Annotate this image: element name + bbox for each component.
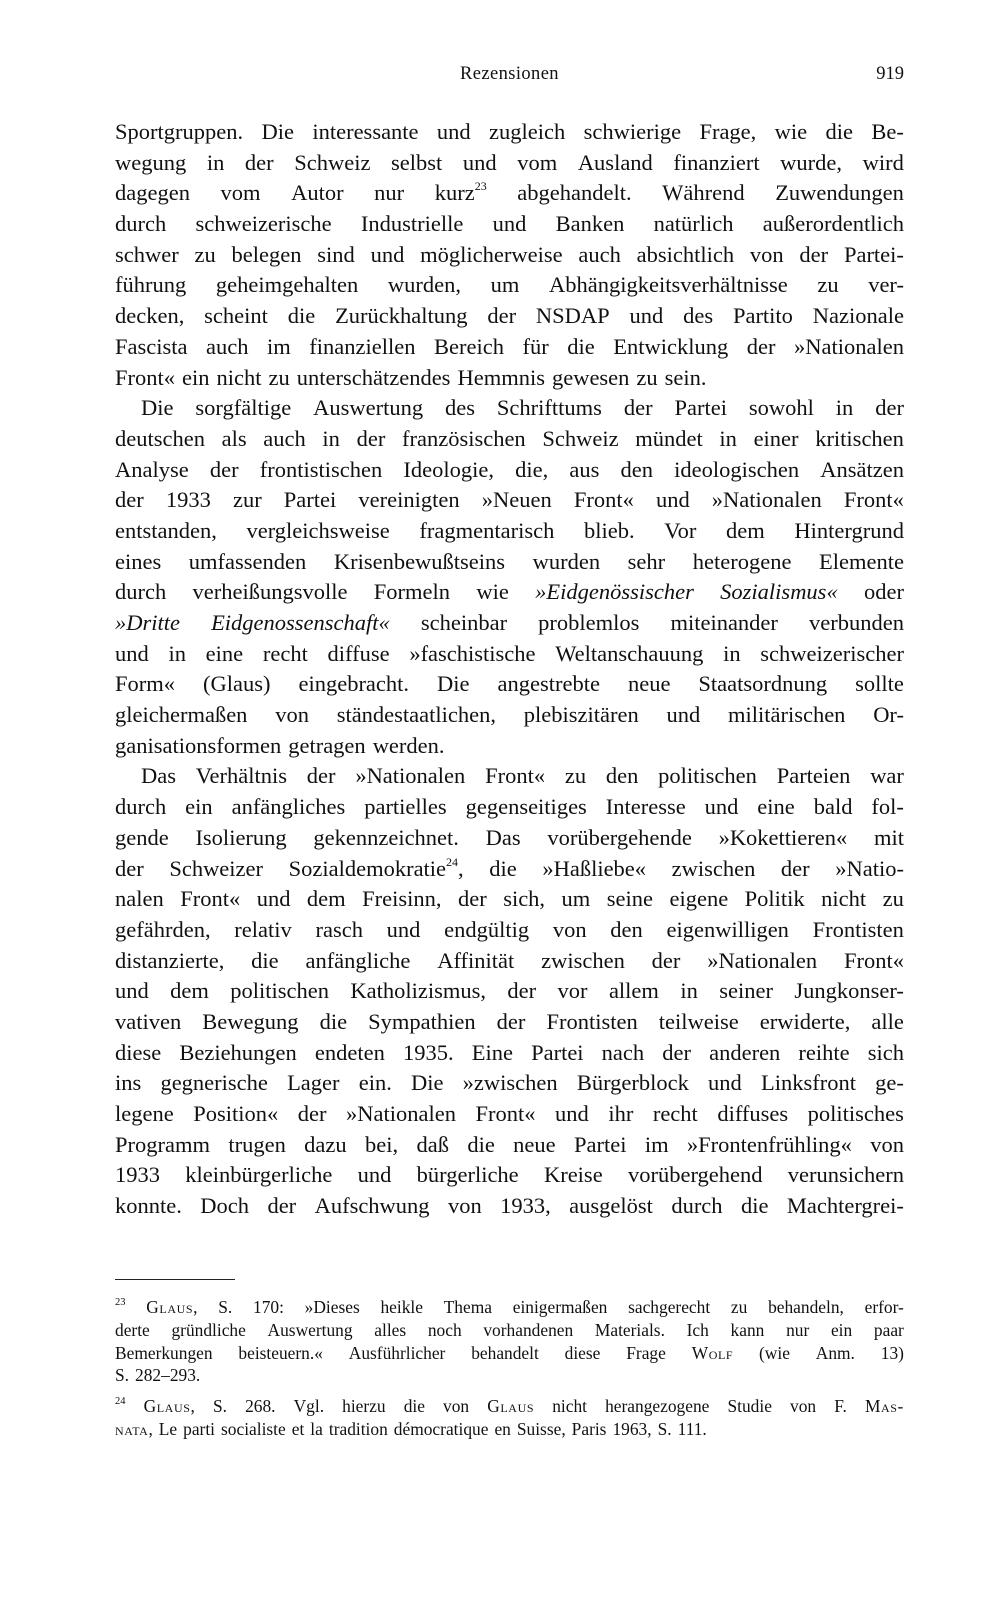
text-line: Das Verhältnis der »Nationalen Front« zu den politischen Parteien war bbox=[141, 763, 904, 789]
text-line: durch schweizerische Industrielle und Banken natürlich außerordentlich bbox=[115, 211, 904, 237]
footnote-line: nata, Le parti socialiste et la tradition démocratique en Suisse, Paris 1963, S. 111. bbox=[115, 1418, 707, 1439]
text-line: dagegen vom Autor nur kurz$^{23}$ abgehandelt. Während Zuwendungen bbox=[115, 179, 904, 206]
text-line: der Schweizer Sozialdemokratie$^{24}$, die »Haßliebe« zwischen der »Natio- bbox=[115, 854, 904, 881]
footnote-ref: 23 bbox=[474, 179, 487, 194]
text-line: nalen Front« und dem Freisinn, der sich, um seine eigene Politik nicht zu bbox=[115, 886, 904, 912]
text-line: vativen Bewegung die Sympathien der Frontisten teilweise erwiderte, alle bbox=[115, 1008, 904, 1034]
text-line: diese Beziehungen endeten 1935. Eine Partei nach der anderen reihte sich bbox=[115, 1039, 904, 1065]
text-line: durch ein anfängliches partielles gegenseitiges Interesse und eine bald fol- bbox=[115, 794, 904, 820]
text-line: gefährden, relativ rasch und endgültig von den eigenwilligen Frontisten bbox=[115, 916, 904, 942]
text-line: Form« (Glaus) eingebracht. Die angestrebte neue Staatsordnung sollte bbox=[115, 671, 904, 697]
italic-phrase: Sozialismus« bbox=[720, 579, 838, 605]
text-line: ganisationsformen getragen werden. bbox=[115, 732, 445, 758]
footnotes bbox=[115, 1296, 904, 1441]
footnote-line: $^{23}$ Glaus, S. 170: »Dieses heikle Thema einigermaßen sachgerecht zu behandeln, erfor- bbox=[115, 1297, 904, 1317]
italic-phrase: »Eidgenössischer bbox=[535, 579, 694, 605]
author-name: Mas- bbox=[864, 1396, 904, 1417]
page-header bbox=[115, 64, 904, 94]
text-line: Analyse der frontistischen Ideologie, die, aus den ideologischen Ansätzen bbox=[115, 456, 904, 482]
text-line: und dem politischen Katholizismus, der vor allem in seiner Jungkonser- bbox=[115, 978, 904, 1004]
text-line: ins gegnerische Lager ein. Die »zwischen Bürgerblock und Linksfront ge- bbox=[115, 1070, 904, 1096]
running-title: Rezensionen bbox=[460, 64, 559, 84]
text-line: Fascista auch im finanziellen Bereich für die Entwicklung der »Nationalen bbox=[115, 333, 904, 359]
text-line: legene Position« der »Nationalen Front« und ihr recht diffuses politisches bbox=[115, 1101, 904, 1126]
text-line: gende Isolierung gekennzeichnet. Das vorübergehende »Kokettieren« mit bbox=[115, 824, 904, 850]
text-line: 1933 kleinbürgerliche und bürgerliche Kreise vorübergehend verunsichern bbox=[115, 1162, 904, 1188]
italic-phrase: »Dritte bbox=[115, 610, 180, 635]
text-line: Die sorgfältige Auswertung des Schrifttums der Partei sowohl in der bbox=[141, 395, 904, 421]
footnote-line: $^{24}$ Glaus, S. 268. Vgl. hierzu die von Glaus nicht herangezogene Studie von F. Mas- bbox=[115, 1396, 904, 1417]
text-line: eines umfassenden Krisenbewußtseins wurden sehr heterogene Elemente bbox=[115, 548, 904, 574]
author-name: Wolf bbox=[691, 1342, 734, 1363]
text-line: gleichermaßen von ständestaatlichen, plebiszitären und militärischen Or- bbox=[115, 702, 904, 728]
text-line: deutschen als auch in der französischen Schweiz mündet in einer kritischen bbox=[115, 425, 904, 451]
author-name: Glaus bbox=[143, 1396, 191, 1417]
author-name: Glaus bbox=[146, 1297, 194, 1317]
footnote-line: derte gründliche Auswertung alles noch vorhandenen Materials. Ich kann nur ein paar bbox=[115, 1319, 904, 1340]
text-line: Sportgruppen. Die interessante und zugleich schwierige Frage, wie die Be- bbox=[115, 119, 904, 144]
text-line: schwer zu belegen sind und möglicherweise auch absichtlich von der Partei- bbox=[115, 241, 904, 267]
text-line: »Dritte Eidgenossenschaft« scheinbar problemlos miteinander verbunden bbox=[115, 610, 904, 635]
text-line: und in eine recht diffuse »faschistische Weltanschauung in schweizerischer bbox=[115, 640, 904, 666]
footnote-line: Bemerkungen beisteuern.« Ausführlicher behandelt diese Frage Wolf (wie Anm. 13) bbox=[115, 1342, 904, 1363]
text-line: durch verheißungsvolle Formeln wie »Eidgenössischer Sozialismus« oder bbox=[115, 579, 904, 605]
text-line: konnte. Doch der Aufschwung von 1933, ausgelöst durch die Machtergrei- bbox=[115, 1193, 904, 1219]
page-number: 919 bbox=[876, 64, 904, 84]
footnote-line: S. 282–293. bbox=[115, 1365, 201, 1386]
text-line: der 1933 zur Partei vereinigten »Neuen Front« und »Nationalen Front« bbox=[115, 487, 904, 513]
footnote-ref: 24 bbox=[115, 1396, 126, 1408]
body-text bbox=[115, 117, 904, 1222]
footnote-ref: 23 bbox=[115, 1297, 126, 1308]
author-name: nata bbox=[115, 1418, 149, 1439]
text-line: führung geheimgehalten wurden, um Abhängigkeitsverhältnisse zu ver- bbox=[115, 272, 904, 298]
text-line: wegung in der Schweiz selbst und vom Ausland finanziert wurde, wird bbox=[115, 149, 904, 175]
text-line: Front« ein nicht zu unterschätzendes Hemmnis gewesen zu sein. bbox=[115, 364, 707, 390]
author-name: Glaus bbox=[487, 1396, 535, 1417]
footnote-ref: 24 bbox=[446, 854, 459, 869]
text-line: decken, scheint die Zurückhaltung der NSDAP und des Partito Nazionale bbox=[115, 303, 904, 329]
text-line: entstanden, vergleichsweise fragmentarisch blieb. Vor dem Hintergrund bbox=[115, 517, 904, 543]
italic-phrase: Eidgenossenschaft« bbox=[211, 610, 390, 635]
footnote-rule bbox=[115, 1279, 235, 1280]
text-line: distanzierte, die anfängliche Affinität zwischen der »Nationalen Front« bbox=[115, 947, 904, 973]
text-line: Programm trugen dazu bei, daß die neue Partei im »Frontenfrühling« von bbox=[115, 1131, 904, 1157]
